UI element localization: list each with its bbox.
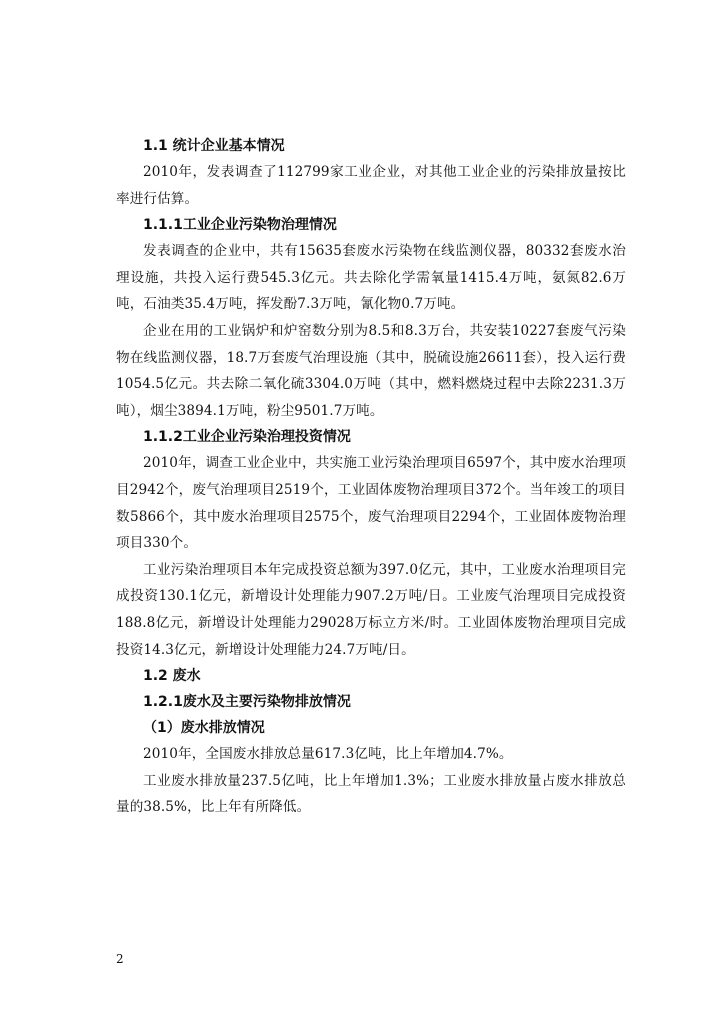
page-number: 2 — [116, 952, 124, 966]
paragraph: 发表调查的企业中，共有15635套废水污染物在线监测仪器，80332套废水治理设施，共投入运行费545.3亿元。共去除化学需氧量1415.4万吨，氨氮82.6万吨，石油类35.4万吨，挥发酚7.3万吨，氰化物0.7万吨。 — [116, 243, 626, 313]
paragraph: 工业废水排放量237.5亿吨，比上年增加1.3%；工业废水排放量占废水排放总量的38.5%，比上年有所降低。 — [116, 772, 626, 816]
paragraph: 工业污染治理项目本年完成投资总额为397.0亿元，其中，工业废水治理项目完成投资130.1亿元，新增设计处理能力907.2万吨/日。工业废气治理项目完成投资188.8亿元，新增设计处理能力29028万标立方米/时。工业固体废物治理项目完成投资14.3亿元，新增设计处理能力24.7万吨/日。 — [116, 561, 626, 658]
paragraph: 企业在用的工业锅炉和炉窑数分别为8.5和8.3万台，共安装10227套废气污染物在线监测仪器，18.7万套废气治理设施（其中，脱硫设施26611套），投入运行费1054.5亿元。共去除二氧化硫3304.0万吨（其中，燃料燃烧过程中去除2231.3万吨），烟尘3894.1万吨，粉尘9501.7万吨。 — [116, 322, 626, 419]
document-body — [116, 133, 626, 821]
heading-1-1: 1.1 统计企业基本情况 — [143, 138, 285, 154]
heading-1-1-2: 1.1.2工业企业污染治理投资情况 — [143, 429, 351, 446]
heading-1-1-1: 1.1.1工业企业污染物治理情况 — [143, 217, 337, 234]
paragraph: 2010年，发表调查了112799家工业企业，对其他工业企业的污染排放量按比率进行估算。 — [116, 164, 626, 207]
heading-1-2-1: 1.2.1废水及主要污染物排放情况 — [143, 694, 351, 711]
paragraph: 2010年，调查工业企业中，共实施工业污染治理项目6597个，其中废水治理项目2942个，废气治理项目2519个，工业固体废物治理项目372个。当年竣工的项目数5866个，其中废水治理项目2575个，废气治理项目2294个，工业固体废物治理项目330个。 — [116, 455, 626, 552]
heading-1-2: 1.2 废水 — [143, 668, 201, 685]
heading-wastewater-discharge: （1）废水排放情况 — [143, 720, 265, 737]
paragraph: 2010年，全国废水排放总量617.3亿吨，比上年增加4.7%。 — [143, 746, 513, 763]
